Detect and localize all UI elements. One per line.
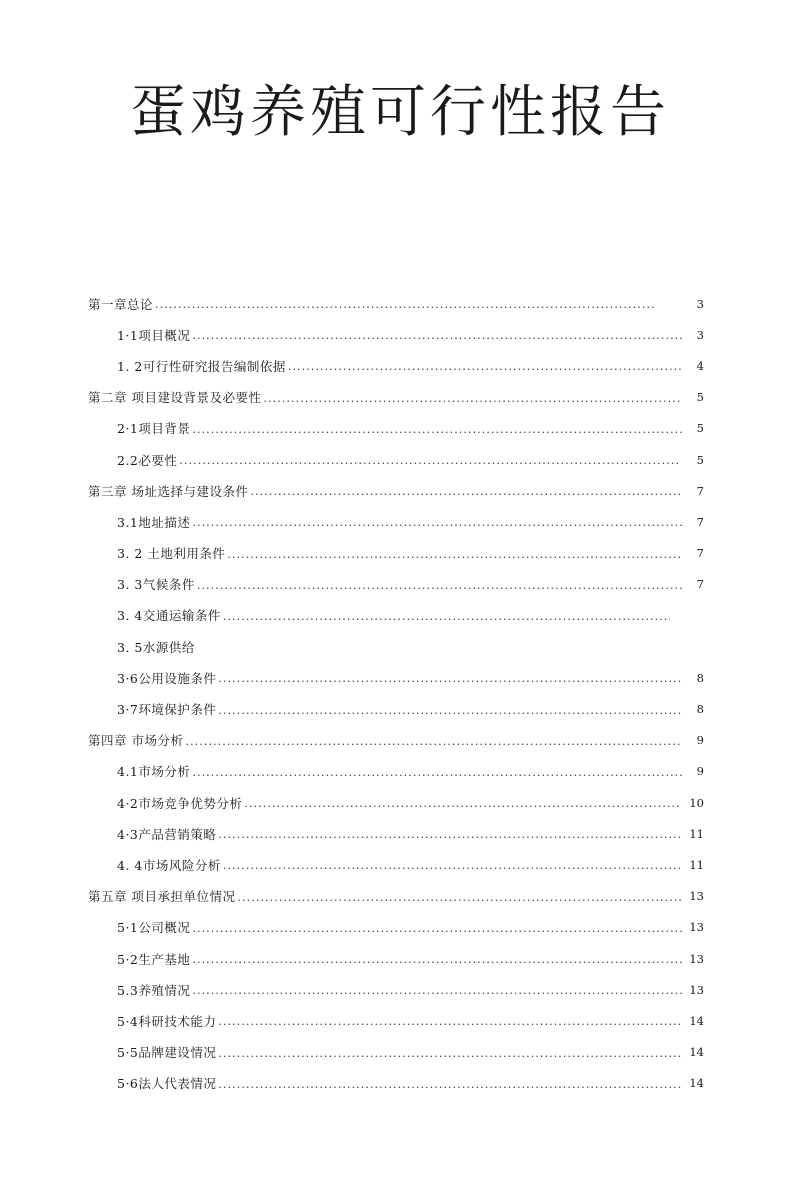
toc-dot-leader [218,672,682,685]
toc-entry-label: 第一章总论 [88,296,154,312]
toc-entry-label: 3. 3气候条件 [117,577,195,593]
toc-section-entry[interactable] [0,350,800,381]
toc-dot-leader [197,579,682,592]
toc-section-entry[interactable] [0,662,800,693]
toc-page-number: 8 [696,702,704,717]
toc-section-entry[interactable] [0,506,800,537]
toc-dot-leader [218,1015,682,1028]
toc-dot-leader [185,735,682,748]
toc-dot-leader [250,485,682,498]
toc-dot-leader [227,548,682,561]
toc-entry-label: 3·6公用设施条件 [117,670,217,686]
toc-section-entry[interactable] [0,413,800,444]
toc-chapter-entry[interactable] [0,288,800,319]
toc-section-entry[interactable] [0,1037,800,1068]
toc-page-number: 10 [689,795,704,810]
toc-entry-label: 第二章 项目建设背景及必要性 [88,390,262,406]
toc-entry-label: 4·3产品营销策略 [117,826,217,842]
toc-page-number: 7 [696,546,704,561]
toc-page-number: 7 [696,514,704,529]
toc-entry-label: 3. 5水源供给 [117,639,195,655]
toc-entry-label: 5·5品牌建设情况 [117,1045,217,1061]
toc-dot-leader [223,859,682,872]
toc-section-entry[interactable] [0,787,800,818]
toc-entry-label: 3. 2 土地利用条件 [117,546,226,562]
toc-section-entry[interactable] [0,631,800,662]
toc-dot-leader [244,797,682,810]
toc-dot-leader [192,984,682,997]
toc-section-entry[interactable] [0,319,800,350]
toc-dot-leader [192,329,682,342]
toc-page-number: 14 [689,1045,704,1060]
toc-chapter-entry[interactable] [0,725,800,756]
toc-entry-label: 1·1项目概况 [117,327,191,343]
toc-section-entry[interactable] [0,538,800,569]
toc-entry-label: 第三章 场址选择与建设条件 [88,483,249,499]
toc-entry-label: 2·1项目背景 [117,421,191,437]
toc-page-number: 9 [696,764,704,779]
toc-entry-label: 4. 4市场风险分析 [117,857,221,873]
toc-entry-label: 3·7环境保护条件 [117,702,217,718]
toc-section-entry[interactable] [0,912,800,943]
toc-page-number: 14 [689,1076,704,1091]
toc-entry-label: 4.1市场分析 [117,764,191,780]
toc-section-entry[interactable] [0,756,800,787]
toc-section-entry[interactable] [0,974,800,1005]
toc-section-entry[interactable] [0,1005,800,1036]
toc-dot-leader [192,423,682,436]
toc-entry-label: 5·6法人代表情况 [117,1076,217,1092]
toc-entry-label: 第五章 项目承担单位情况 [88,889,236,905]
toc-dot-leader [192,922,682,935]
toc-entry-label: 3. 4交通运输条件 [117,608,221,624]
toc-chapter-entry[interactable] [0,382,800,413]
toc-page-number: 3 [696,296,704,311]
toc-dot-leader [237,891,682,904]
toc-entry-label: 3.1地址描述 [117,514,191,530]
toc-page-number: 11 [689,826,704,841]
toc-entry-label: 2.2必要性 [117,452,178,468]
toc-page-number: 13 [689,982,704,997]
toc-page-number: 5 [696,452,704,467]
toc-section-entry[interactable] [0,444,800,475]
toc-page-number: 13 [689,951,704,966]
toc-page-number: 3 [696,327,704,342]
toc-page-number: 14 [689,1013,704,1028]
toc-dot-leader [155,298,682,311]
toc-dot-leader [218,1078,682,1091]
toc-entry-label: 5·2生产基地 [117,951,191,967]
toc-entry-label: 4·2市场竞争优势分析 [117,795,243,811]
toc-entry-label: 5.3养殖情况 [117,982,191,998]
toc-page-number: 5 [696,421,704,436]
toc-dot-leader [192,766,682,779]
toc-dot-leader [218,828,682,841]
toc-page-number: 8 [696,670,704,685]
table-of-contents [0,288,800,1099]
toc-entry-label: 1. 2可行性研究报告编制依据 [117,358,286,374]
toc-section-entry[interactable] [0,600,800,631]
toc-dot-leader [192,516,682,529]
toc-entry-label: 第四章 市场分析 [88,733,184,749]
toc-page-number: 4 [696,358,704,373]
toc-entry-label: 5·1公司概况 [117,920,191,936]
toc-section-entry[interactable] [0,1068,800,1099]
toc-dot-leader [223,610,670,623]
toc-section-entry[interactable] [0,569,800,600]
toc-section-entry[interactable] [0,849,800,880]
toc-page-number: 13 [689,889,704,904]
toc-page-number: 5 [696,390,704,405]
toc-chapter-entry[interactable] [0,881,800,912]
toc-page-number: 13 [689,920,704,935]
toc-page-number: 11 [689,857,704,872]
toc-dot-leader [263,392,682,405]
toc-dot-leader [218,704,682,717]
toc-page-number: 7 [696,577,704,592]
toc-section-entry[interactable] [0,818,800,849]
toc-section-entry[interactable] [0,693,800,724]
toc-entry-label: 5·4科研技术能力 [117,1013,217,1029]
toc-dot-leader [288,360,682,373]
document-title: 蛋鸡养殖可行性报告 [130,80,670,145]
toc-page-number: 7 [696,483,704,498]
toc-page-number: 9 [696,733,704,748]
toc-chapter-entry[interactable] [0,475,800,506]
toc-section-entry[interactable] [0,943,800,974]
toc-dot-leader [192,953,682,966]
toc-dot-leader [218,1047,682,1060]
toc-dot-leader [179,454,682,467]
